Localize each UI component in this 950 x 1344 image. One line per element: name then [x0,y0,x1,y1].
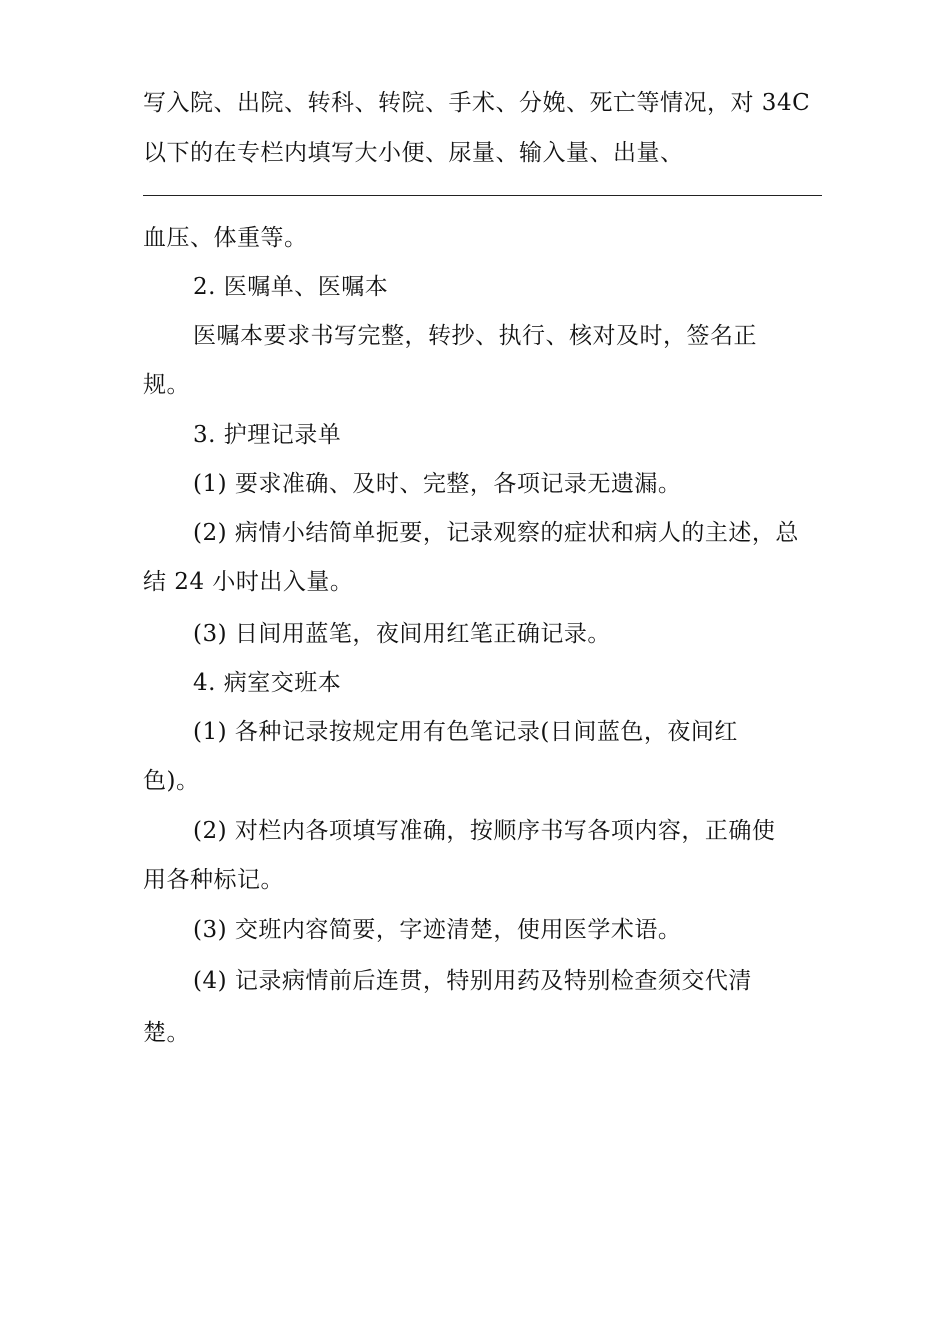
list-item-continuation: 结 24 小时出入量。 [143,569,354,595]
list-item: (2) 病情小结简单扼要，记录观察的症状和病人的主述，总 [193,520,799,546]
list-item-continuation: 用各种标记。 [143,867,284,893]
section-heading-2: 2. 医嘱单、医嘱本 [193,274,389,300]
list-item: (3) 日间用蓝笔，夜间用红笔正确记录。 [193,621,611,647]
horizontal-divider [143,195,822,196]
list-item-continuation: 楚。 [143,1020,190,1046]
body-text-line: 以下的在专栏内填写大小便、尿量、输入量、出量、 [143,140,684,166]
list-item: (2) 对栏内各项填写准确，按顺序书写各项内容，正确使 [193,818,776,844]
body-text-line: 血压、体重等。 [143,225,308,251]
list-item: (1) 各种记录按规定用有色笔记录(日间蓝色，夜间红 [193,719,738,745]
list-item-continuation: 色)。 [143,768,200,794]
body-text-line: 写入院、出院、转科、转院、手术、分娩、死亡等情况，对 34C [143,90,811,116]
list-item: (3) 交班内容简要，字迹清楚，使用医学术语。 [193,917,682,943]
list-item: (1) 要求准确、及时、完整，各项记录无遗漏。 [193,471,682,497]
section-heading-4: 4. 病室交班本 [193,670,342,696]
body-text-line: 规。 [143,372,190,398]
list-item: (4) 记录病情前后连贯，特别用药及特别检查须交代清 [193,968,752,994]
body-text-line: 医嘱本要求书写完整，转抄、执行、核对及时，签名正 [193,323,757,349]
section-heading-3: 3. 护理记录单 [193,422,342,448]
